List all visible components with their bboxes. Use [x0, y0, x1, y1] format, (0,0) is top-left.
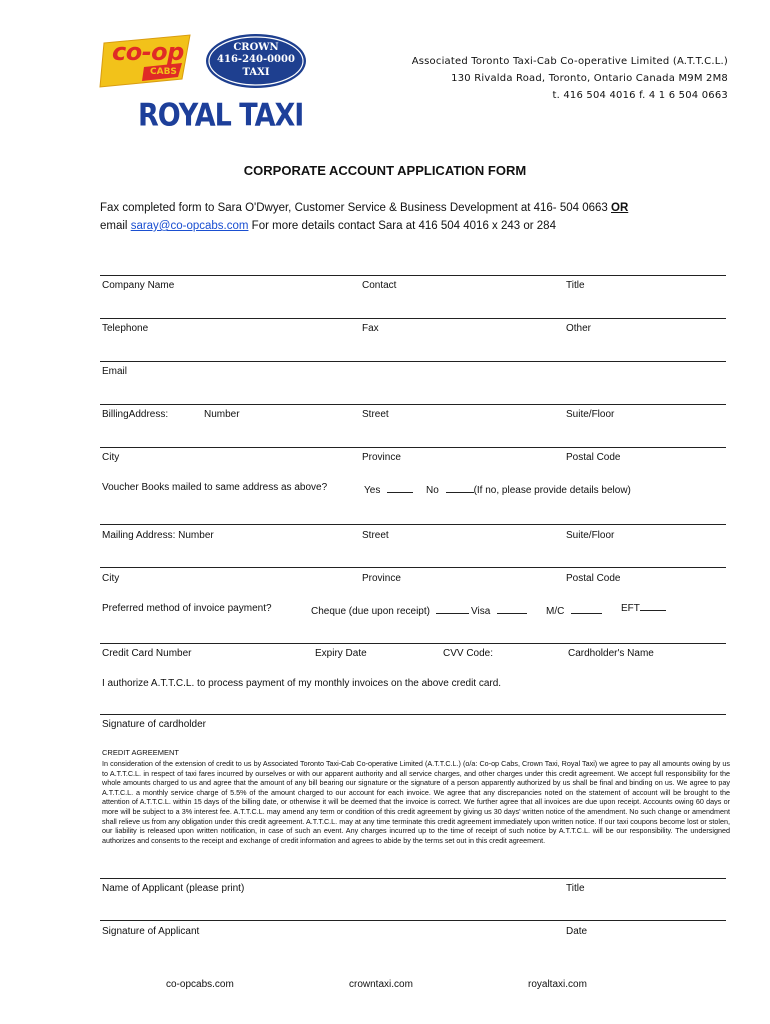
intro-line-1 — [100, 199, 740, 217]
header-street-line: 130 Rivalda Road, Toronto, Ontario Canada M9M 2M8 — [451, 73, 728, 84]
intro-text — [100, 199, 740, 235]
authorize-text: I authorize A.T.T.C.L. to process payment of my monthly invoices on the above credit card. — [102, 678, 502, 689]
cheque-label: Cheque (due upon receipt) — [311, 606, 430, 617]
credit-card-row-line — [100, 643, 726, 644]
footer-royal-website[interactable]: royaltaxi.com — [528, 979, 587, 990]
cheque-blank[interactable] — [436, 603, 469, 614]
mc-blank[interactable] — [571, 603, 602, 614]
company-row-line — [100, 275, 726, 276]
voucher-no-blank[interactable] — [446, 482, 474, 493]
credit-card-number-label: Credit Card Number — [102, 648, 192, 659]
mailing-street-label: Street — [362, 530, 389, 541]
billing-street-label: Street — [362, 409, 389, 420]
province-label: Province — [362, 452, 401, 463]
applicant-name-line — [100, 878, 726, 879]
intro-email-prefix: email — [100, 220, 131, 232]
payment-question: Preferred method of invoice payment? — [102, 603, 272, 614]
applicant-date-label: Date — [566, 926, 588, 937]
billing-suite-label: Suite/Floor — [566, 409, 615, 420]
voucher-yes-option[interactable] — [364, 482, 413, 496]
mailing-city-label: City — [102, 573, 120, 584]
telephone-label: Telephone — [102, 323, 149, 334]
visa-blank[interactable] — [497, 603, 527, 614]
footer-coop-website[interactable]: co-opcabs.com — [166, 979, 234, 990]
payment-eft-option[interactable] — [621, 600, 666, 614]
crown-logo-line3: TAXI — [242, 67, 270, 78]
crown-logo-phone: 416-240-0000 — [217, 54, 295, 65]
credit-agreement-heading: CREDIT AGREEMENT — [102, 748, 179, 757]
applicant-signature-label: Signature of Applicant — [102, 926, 200, 937]
header-phone-line: t. 416 504 4016 f. 4 1 6 504 0663 — [552, 90, 728, 101]
cvv-code-label: CVV Code: — [443, 648, 494, 659]
intro-fax-text: Fax completed form to Sara O'Dwyer, Customer Service & Business Development at 416- 504 0663 — [100, 202, 611, 214]
coop-cabs-logo — [98, 33, 196, 93]
voucher-no-option[interactable] — [426, 482, 631, 496]
email-row-line — [100, 361, 726, 362]
mailing-city-row-line — [100, 567, 726, 568]
voucher-question: Voucher Books mailed to same address as above? — [102, 482, 328, 493]
billing-address-label: BillingAddress: — [102, 409, 169, 420]
eft-label: EFT — [621, 603, 640, 614]
payment-cheque-option[interactable] — [311, 603, 469, 617]
voucher-yes-blank[interactable] — [387, 482, 413, 493]
other-label: Other — [566, 323, 592, 334]
royal-taxi-logo: ROYAL TAXI — [138, 97, 304, 134]
coop-logo-text: co-op — [112, 38, 184, 66]
telephone-row-line — [100, 318, 726, 319]
header-address — [308, 53, 728, 104]
cardholder-signature-line — [100, 714, 726, 715]
company-name-label: Company Name — [102, 280, 175, 291]
applicant-signature-line — [100, 920, 726, 921]
cardholder-name-label: Cardholder's Name — [568, 648, 654, 659]
payment-mc-option[interactable] — [546, 603, 602, 617]
page-title: CORPORATE ACCOUNT APPLICATION FORM — [243, 163, 527, 178]
postal-code-label: Postal Code — [566, 452, 621, 463]
billing-row-line — [100, 404, 726, 405]
mc-label: M/C — [546, 606, 565, 617]
voucher-yes-label: Yes — [364, 485, 381, 496]
payment-visa-option[interactable] — [471, 603, 527, 617]
header-company-line: Associated Toronto Taxi-Cab Co-operative Limited (A.T.T.C.L.) — [411, 56, 728, 67]
crown-logo-line1: CROWN — [233, 42, 279, 53]
intro-or: OR — [611, 202, 629, 214]
crown-taxi-logo — [204, 32, 308, 92]
coop-logo-subtext: CABS — [150, 67, 177, 77]
mailing-province-label: Province — [362, 573, 401, 584]
cardholder-signature-label: Signature of cardholder — [102, 719, 206, 730]
mailing-postal-label: Postal Code — [566, 573, 621, 584]
applicant-name-label: Name of Applicant (please print) — [102, 883, 245, 894]
expiry-date-label: Expiry Date — [315, 648, 367, 659]
title-label: Title — [566, 280, 585, 291]
mailing-address-label: Mailing Address: Number — [102, 530, 214, 541]
fax-label: Fax — [362, 323, 379, 334]
credit-agreement-body: In consideration of the extension of credit to us by Associated Toronto Taxi-Cab Co-operative Limited (A.T.T.C.L.) (o/a: Co-op Cabs, Crown Taxi, Royal Taxi) we agree to pay all amounts owing by us to A.T.T.C.L. in respect of taxi fares incurred by ourselves or with our apparent authority and all service charges, and other charges under this credit agreement. We accept full responsibility for the whole amounts charged to us and agree that the amount of any bill bearing our signature or the signature of a person apparently authorized by us shall be final and binding on us. We agree to pay A.T.T.C.L. a monthly service charge of 5.5% of the amount charged to our account for each invoice. We agree that any discrepancies noted on the statement of account will be brought to the attention of A.T.T.C.L. within 15 days of the billing date, or otherwise it will be deemed that the invoice is correct. We further agree that all invoices are due upon receipt. Accounts owing 60 days or more will be subject to a 3% interest fee. A.T.T.C.L. may amend any term or condition of this credit agreement by giving us 30 days' written notice of the amendment. No such change or amendment shall relieve us from any obligation under this credit agreement. A.T.T.C.L. may at any time terminate this credit agreement immediately upon written notice. If our taxi coupons become lost or stolen, our liability is released upon written notification, in case of such an event. Any charges incurred up to the time of receipt of such notice by A.T.T.C.L. will be our responsibility. The undersigned authorizes and consents to the receipt and exchange of credit information and agrees to abide by the terms set out in this credit agreement. — [102, 759, 730, 845]
city-row-line — [100, 447, 726, 448]
eft-blank[interactable] — [640, 600, 666, 611]
mailing-row-line — [100, 524, 726, 525]
email-link[interactable]: saray@co-opcabs.com — [130, 220, 249, 232]
applicant-title-label: Title — [566, 883, 585, 894]
email-label: Email — [102, 366, 128, 377]
intro-line-2 — [100, 217, 740, 235]
billing-number-label: Number — [204, 409, 240, 420]
intro-contact-text: For more details contact Sara at 416 504 4016 x 243 or 284 — [248, 220, 556, 232]
visa-label: Visa — [471, 606, 491, 617]
contact-label: Contact — [362, 280, 397, 291]
mailing-suite-label: Suite/Floor — [566, 530, 615, 541]
footer-crown-website[interactable]: crowntaxi.com — [349, 979, 413, 990]
voucher-no-label: No — [426, 485, 439, 496]
city-label: City — [102, 452, 120, 463]
voucher-no-note: (If no, please provide details below) — [473, 485, 631, 496]
